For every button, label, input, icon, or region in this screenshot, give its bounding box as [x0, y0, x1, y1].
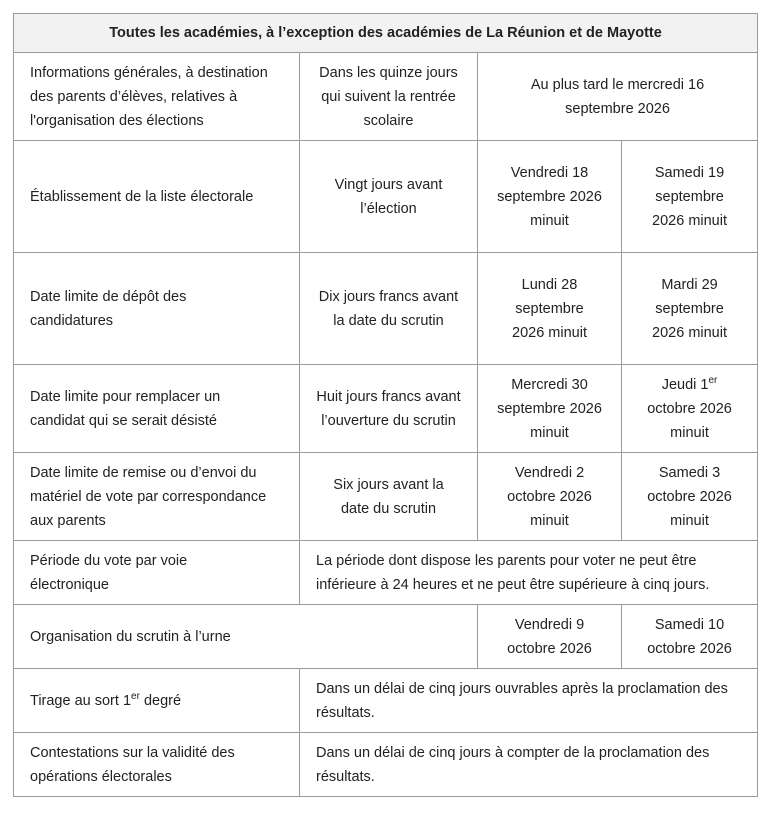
row-date-b-post: octobre 2026 minuit	[647, 400, 732, 441]
row-delay: Vingt jours avant l’élection	[300, 141, 478, 253]
table-row	[14, 365, 758, 453]
row-label-post: degré	[139, 692, 182, 709]
ordinal-superscript: er	[131, 690, 140, 702]
row-date-a: Vendredi 18 septembre 2026 minuit	[478, 141, 622, 253]
ordinal-superscript: er	[708, 374, 718, 386]
row-date-b: Samedi 3 octobre 2026 minuit	[622, 453, 758, 541]
table-row	[14, 605, 758, 669]
row-delay: Dix jours francs avant la date du scrutin	[300, 253, 478, 365]
row-delay: Six jours avant la date du scrutin	[300, 453, 478, 541]
table-row	[14, 53, 758, 141]
table-row	[14, 541, 758, 605]
row-date-a: Vendredi 9 octobre 2026	[478, 605, 622, 669]
table-header-row	[14, 14, 758, 53]
row-label: Date limite de remise ou d’envoi du matériel de vote par correspondance aux parents	[14, 453, 300, 541]
row-label: Établissement de la liste électorale	[14, 141, 300, 253]
row-date-a: Lundi 28 septembre 2026 minuit	[478, 253, 622, 365]
row-date-b: Mardi 29 septembre 2026 minuit	[622, 253, 758, 365]
row-delay: Dans les quinze jours qui suivent la rentrée scolaire	[300, 53, 478, 141]
row-date-b: Samedi 10 octobre 2026	[622, 605, 758, 669]
table-row	[14, 453, 758, 541]
row-label: Contestations sur la validité des opérations électorales	[14, 733, 300, 797]
row-label: Période du vote par voie électronique	[14, 541, 300, 605]
row-date-merged: Au plus tard le mercredi 16 septembre 2026	[478, 53, 758, 141]
row-date-b: Samedi 19 septembre 2026 minuit	[622, 141, 758, 253]
row-label	[14, 669, 300, 733]
row-label-pre: Tirage au sort 1	[30, 692, 132, 709]
elections-calendar-table	[13, 13, 758, 797]
row-label: Informations générales, à destination des parents d’élèves, relatives à l'organisation des élections	[14, 53, 300, 141]
row-label: Date limite de dépôt des candidatures	[14, 253, 300, 365]
row-label: Date limite pour remplacer un candidat qui se serait désisté	[14, 365, 300, 453]
table-row	[14, 733, 758, 797]
table-row	[14, 669, 758, 733]
table-row	[14, 141, 758, 253]
table-row	[14, 253, 758, 365]
row-label: Organisation du scrutin à l’urne	[14, 605, 478, 669]
row-merged-text: La période dont dispose les parents pour voter ne peut être inférieure à 24 heures et ne peut être supérieure à cinq jours.	[300, 541, 758, 605]
row-merged-text: Dans un délai de cinq jours ouvrables après la proclamation des résultats.	[300, 669, 758, 733]
row-date-a: Mercredi 30 septembre 2026 minuit	[478, 365, 622, 453]
row-date-b	[622, 365, 758, 453]
row-merged-text: Dans un délai de cinq jours à compter de la proclamation des résultats.	[300, 733, 758, 797]
row-date-b-pre: Jeudi 1	[661, 376, 709, 393]
row-date-a: Vendredi 2 octobre 2026 minuit	[478, 453, 622, 541]
table-header: Toutes les académies, à l’exception des académies de La Réunion et de Mayotte	[14, 14, 758, 53]
row-delay: Huit jours francs avant l’ouverture du scrutin	[300, 365, 478, 453]
